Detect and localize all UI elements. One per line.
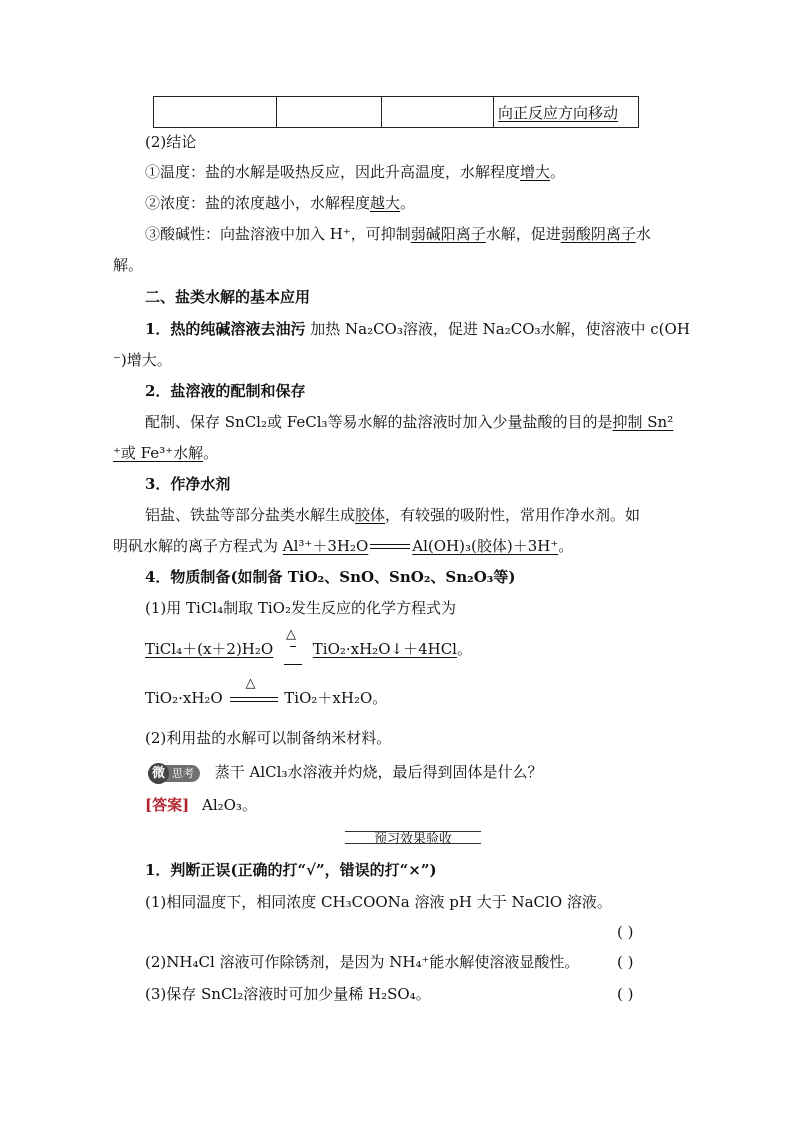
item4-head: 4．物质制备(如制备 TiO₂、SnO、SnO₂、Sn₂O₃等) — [145, 568, 516, 586]
delta-sign: △ — [245, 676, 256, 691]
text: ②浓度：盐的浓度越小，水解程度 — [145, 194, 371, 212]
conclusion-temperature — [145, 162, 565, 182]
table-cell — [382, 97, 494, 128]
equation-2 — [145, 676, 388, 709]
equation-right: Al(OH)₃(胶体)＋3H⁺ — [412, 537, 559, 555]
conclusion-acidity — [145, 224, 651, 244]
equation-1 — [145, 627, 472, 660]
equation-right: TiO₂＋xH₂O — [284, 689, 373, 707]
text: ③酸碱性：向盐溶液中加入 H⁺，可抑制 — [145, 225, 411, 243]
text: 。 — [550, 163, 566, 181]
item-head: 1．热的纯碱溶液去油污 — [145, 320, 306, 338]
conclusion-heading: (2)结论 — [145, 133, 197, 151]
answer: 增大 — [520, 163, 551, 181]
section-title: 二、盐类水解的基本应用 — [145, 288, 311, 306]
answer: 弱酸阴离子 — [560, 225, 636, 243]
item2-line2 — [113, 443, 218, 463]
conclusion-acidity-cont: 解。 — [113, 256, 144, 274]
table-cell — [277, 97, 382, 128]
item4-q1: (1)用 TiCl₄制取 TiO₂发生反应的化学方程式为 — [145, 599, 456, 617]
quiz-q3: (3)保存 SnCl₂溶液时可加少量稀 H₂SO₄。 — [145, 985, 431, 1003]
answer: 弱碱阳离子 — [410, 225, 486, 243]
answer: 胶体 — [355, 506, 386, 524]
equation-left: TiO₂·xH₂O — [145, 689, 223, 707]
delta-sign: △ — [285, 627, 296, 642]
item2-line1 — [145, 412, 673, 432]
text: 。 — [558, 537, 574, 555]
text: ，有较强的吸附性，常用作净水剂。如 — [385, 506, 641, 524]
item4-q2: (2)利用盐的水解可以制备纳米材料。 — [145, 729, 392, 747]
text: 。 — [400, 194, 416, 212]
text: 明矾水解的离子方程式为 — [113, 537, 283, 555]
think-question: 蒸干 AlCl₃水溶液并灼烧，最后得到固体是什么？ — [214, 763, 543, 781]
item3-line1 — [145, 505, 640, 525]
answer-text: Al₂O₃。 — [201, 796, 257, 814]
text: 铝盐、铁盐等部分盐类水解生成 — [145, 506, 356, 524]
text: ①温度：盐的水解是吸热反应，因此升高温度，水解程度 — [145, 163, 521, 181]
equation-left: TiCl₄＋(x＋2)H₂O — [145, 640, 274, 658]
quiz-head: 1．判断正误(正确的打“√”，错误的打“×”) — [145, 861, 437, 879]
answer-label: [答案] — [145, 796, 190, 814]
answer-blank[interactable]: ( ) — [617, 923, 634, 941]
quiz-q1: (1)相同温度下，相同浓度 CH₃COONa 溶液 pH 大于 NaClO 溶液。 — [145, 893, 612, 911]
text: 水解，促进 — [485, 225, 561, 243]
section-banner: 预习效果验收 — [345, 828, 481, 846]
heat-arrow — [230, 676, 278, 709]
answer-blank[interactable]: ( ) — [617, 985, 634, 1003]
text: 。 — [372, 689, 388, 707]
table-cell — [154, 97, 277, 128]
think-question-row — [148, 762, 542, 782]
answer: 越大 — [370, 194, 401, 212]
answer: 抑制 Sn² — [612, 413, 674, 431]
answer-row — [145, 795, 257, 815]
equation-right: TiO₂·xH₂O↓＋4HCl — [312, 640, 457, 658]
text: 配制、保存 SnCl₂或 FeCl₃等易水解的盐溶液时加入少量盐酸的目的是 — [145, 413, 613, 431]
quiz-q2: (2)NH₄Cl 溶液可作除锈剂，是因为 NH₄⁺能水解使溶液显酸性。 — [145, 953, 580, 971]
equation-left: Al³⁺＋3H₂O — [282, 537, 369, 555]
item1-line1 — [145, 319, 690, 339]
equilibrium-arrow — [370, 537, 410, 557]
answer: ⁺或 Fe³⁺水解 — [113, 444, 204, 462]
item2-head: 2．盐溶液的配制和保存 — [145, 382, 306, 400]
badge-char: 微 — [148, 763, 169, 784]
item3-head: 3．作净水剂 — [145, 475, 231, 493]
think-badge-icon — [148, 765, 200, 782]
text: 水 — [635, 225, 651, 243]
text: 加热 Na₂CO₃溶液，促进 Na₂CO₃水解，使溶液中 c(OH — [310, 320, 690, 338]
item3-line2 — [113, 536, 573, 557]
text: 。 — [456, 640, 472, 658]
badge-text: 思考 — [172, 766, 194, 780]
top-table — [153, 96, 639, 128]
conclusion-concentration — [145, 193, 415, 213]
table-cell-text: 向正反应方向移动 — [498, 103, 619, 122]
item1-line2: ⁻)增大。 — [113, 351, 172, 369]
heat-condition — [280, 627, 306, 660]
table-cell — [494, 97, 639, 128]
answer-blank[interactable]: ( ) — [617, 953, 634, 971]
text: 。 — [203, 444, 219, 462]
